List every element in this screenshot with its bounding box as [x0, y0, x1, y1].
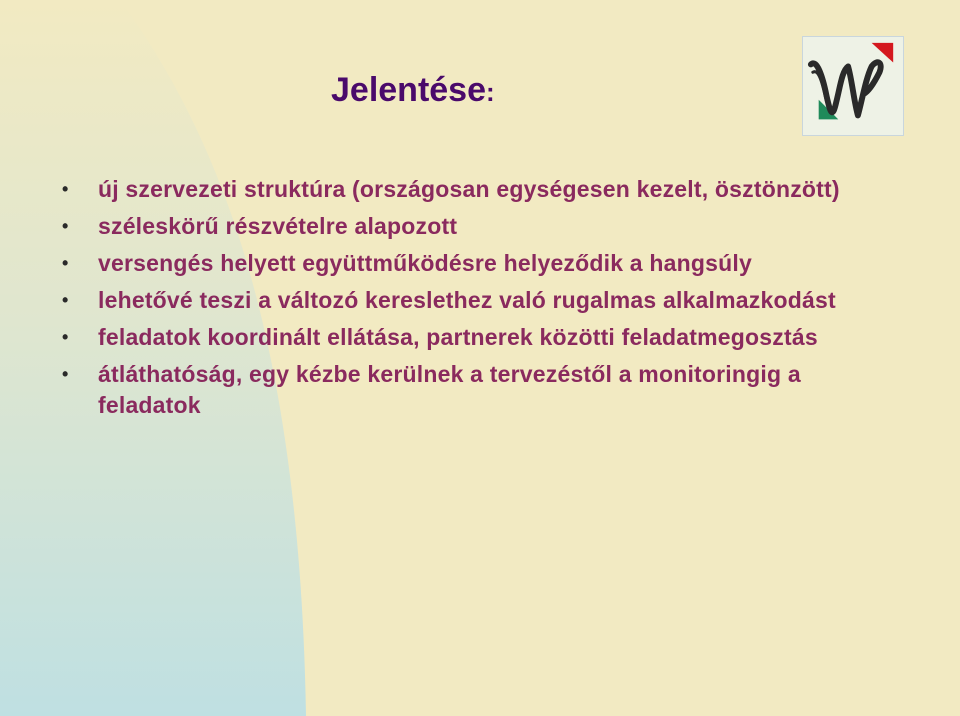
bullet-list — [60, 174, 910, 427]
bullet-dot: • — [62, 216, 69, 236]
bullet-text: feladatok koordinált ellátása, partnerek közötti feladatmegosztás — [98, 324, 818, 350]
bullet-dot: • — [62, 364, 69, 384]
bullet-item — [60, 285, 910, 316]
bullet-text: átláthatóság, egy kézbe kerülnek a tervezéstől a monitoringig a feladatok — [98, 361, 801, 418]
bullet-item — [60, 248, 910, 279]
slide-title-colon: : — [486, 77, 495, 107]
bullet-item — [60, 174, 910, 205]
bullet-text: versengés helyett együttműködésre helyeződik a hangsúly — [98, 250, 752, 276]
slide-title — [331, 70, 495, 112]
bullet-text: széleskörű részvételre alapozott — [98, 213, 458, 239]
bullet-dot: • — [62, 179, 69, 199]
bullet-text: új szervezeti struktúra (országosan egységesen kezelt, ösztönzött) — [98, 176, 840, 202]
bullet-text: lehetővé teszi a változó kereslethez való rugalmas alkalmazkodást — [98, 287, 836, 313]
bullet-dot: • — [62, 327, 69, 347]
bullet-item — [60, 211, 910, 242]
bullet-dot: • — [62, 253, 69, 273]
slide-title-text: Jelentése — [331, 71, 486, 109]
bullet-dot: • — [62, 290, 69, 310]
bullet-item — [60, 322, 910, 353]
w-signature-logo-icon — [803, 37, 903, 135]
bullet-item — [60, 359, 910, 421]
logo — [802, 36, 904, 136]
